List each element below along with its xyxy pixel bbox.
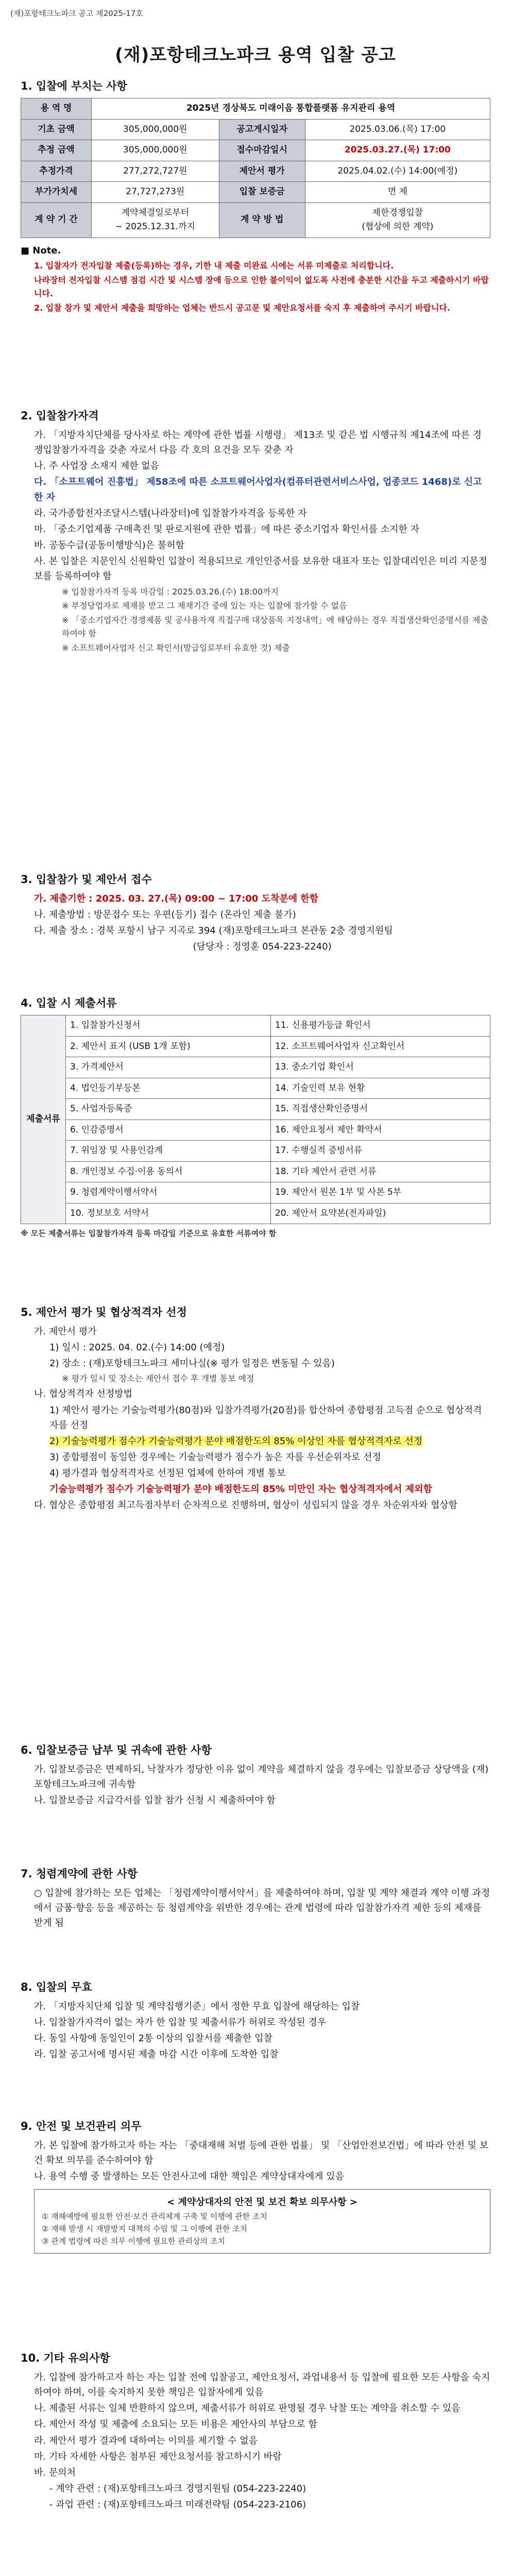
doc-item: 5. 사업자등록증 [66,1099,271,1120]
list-item: 나. 협상적격자 선정방법 [34,1388,133,1400]
list-item: 바. 문의처 [34,2467,76,2478]
list-item: 가. 「지방자치단체를 당사자로 하는 계약에 관한 법률 시행령」 제13조 및 같은 법 시행규칙 제14조에 따른 경쟁입찰참가자격을 갖춘 자로서 다음 각 호의 요건을 모두 갖춘 자 [34,430,482,456]
list-item: 1) 제안서 평가는 기술능력평가(80점)와 입찰가격평가(20점)를 합산하여 종합평점 고득점 순으로 협상적격자를 선정 [49,1404,482,1431]
highlight-text: 2) 기술능력평가 점수가 기술능력평가 분야 배점한도의 85% 이상인 자를 협상적격자로 선정 [49,1435,423,1447]
doc-item: 20. 제안서 요약본(전자파일) [270,1203,490,1224]
contact-line: - 계약 관련 : (재)포항테크노파크 경영지원팀 (054-223-2240) [49,2483,306,2495]
doc-item: 19. 제안서 원본 1부 및 사본 5부 [270,1182,490,1204]
doc-item: 17. 수행실적 증빙서류 [270,1141,490,1162]
section-heading: 5. 제안서 평가 및 협상적격자 선정 [21,1306,187,1318]
doc-item: 13. 중소기업 확인서 [270,1057,490,1078]
list-item: 라. 국가종합전자조달시스템(나라장터)에 입찰참가자격을 등록한 자 [34,507,307,519]
doc-item: 18. 기타 제안서 관련 서류 [270,1161,490,1182]
list-item: ○ 입찰에 참가하는 모든 업체는 「청렴계약이행서약서」를 제출하여야 하며, 입찰 및 계약 체결과 계약 이행 과정에서 금품·향응 등을 제공하는 등 청렴계약을 위반한 경우에는 관계 법령에 따라 입찰참가자격 제한 등의 제재를 받게 됨 [34,1888,490,1929]
side-label: 제출서류 [21,1015,66,1224]
cell-value: 2025년 경상북도 미래이음 통합플랫폼 유지관리 용역 [92,98,490,120]
section-heading: 9. 안전 및 보건관리 의무 [21,2120,142,2132]
doc-item: 4. 법인등기부등본 [66,1078,271,1099]
cell-label: 추정가격 [21,161,92,182]
cell-label: 입찰 보증금 [219,182,305,203]
sub-note: ※ 입찰참가자격 등록 마감일 : 2025.03.26.(수) 18:00까지 [62,586,279,597]
cell-label: 기초 금액 [21,119,92,140]
documents-table [21,1015,490,1224]
section-evaluation [21,1303,490,1514]
cell-value: 305,000,000원 [92,119,219,140]
sub-note: ※ 평가 일시 및 장소는 제안서 접수 후 개별 통보 예정 [62,1374,254,1384]
list-item: 가. 「지방자치단체 입찰 및 계약집행기준」에서 정한 무효 입찰에 해당하는 입찰 [34,2001,360,2012]
box-line: ① 재해예방에 필요한 안전·보건 관리체계 구축 및 이행에 관한 조치 [42,2211,267,2221]
list-item: 2) 장소 : (재)포항테크노파크 세미나실(※ 평가 일정은 변동될 수 있음) [49,1358,335,1369]
section-heading: 8. 입찰의 무효 [21,1981,92,1993]
sub-note: ※ 「중소기업자간 경쟁제품 및 공사용자재 직접구매 대상품목 지정내역」에 해당하는 경우 직접생산확인증명서를 제출하여야 함 [62,615,488,639]
doc-item: 2. 제안서 표지 (USB 1개 포함) [66,1036,271,1057]
list-item: 나. 입찰보증금 지급각서를 입찰 참가 신청 시 제출하여야 함 [34,1795,276,1806]
cell-label: 계 약 방 법 [219,202,305,238]
section-heading: 10. 기타 유의사항 [21,2352,110,2364]
section-submission [21,871,490,956]
sub-note: ※ 부정당업자로 제재를 받고 그 제재기간 중에 있는 자는 입찰에 참가할 수 없음 [62,601,347,611]
cell-value-line: ~ 2025.12.31.까지 [115,222,195,232]
list-item: 다. 동일 사항에 동일인이 2통 이상의 입찰서를 제출한 입찰 [34,2033,272,2044]
list-item: 가. 입찰에 참가하고자 하는 자는 입찰 전에 입찰공고, 제안요청서, 과업내용서 등 입찰에 필요한 모든 사항을 숙지하여야 하며, 이를 숙지하지 못한 책임은 입찰자에게 있음 [34,2372,490,2398]
list-item: 가. 입찰보증금은 면제하되, 낙찰자가 정당한 이유 없이 계약을 체결하지 않을 경우에는 입찰보증금 상당액을 (재)포항테크노파크에 귀속함 [34,1764,489,1790]
note-heading: ■ Note. [21,245,61,256]
cell-value: 2025.03.06.(목) 17:00 [305,119,490,140]
list-item: 마. 기타 자세한 사항은 첨부된 제안요청서를 참고하시기 바람 [34,2451,282,2462]
cell-value [305,202,490,238]
doc-item: 7. 위임장 및 사용인감계 [66,1141,271,1162]
cell-value-line: (협상에 의한 계약) [362,222,434,232]
list-item: 가. 제출기한 : 2025. 03. 27.(목) 09:00 ~ 17:00 도착분에 한함 [34,893,319,905]
list-item: 4) 평가결과 협상적격자로 선정된 업체에 한하여 개별 통보 [49,1468,286,1479]
note-line: 나라장터 전자입찰 시스템 점검 시간 및 시스템 장애 등으로 인한 불이익이 없도록 사전에 충분한 시간을 두고 제출하시기 바랍니다. [34,275,489,298]
list-item: 바. 공동수급(공동이행방식)은 불허함 [34,540,185,551]
doc-item: 15. 직접생산확인증명서 [270,1099,490,1120]
doc-item: 14. 기술인력 보유 현황 [270,1078,490,1099]
box-line: ③ 관계 법령에 따른 의무 이행에 필요한 관리상의 조치 [42,2236,225,2246]
cell-label: 접수마감일시 [219,140,305,161]
sub-note: ※ 소프트웨어사업자 신고 확인서(발급일로부터 유효한 것) 제출 [62,643,290,653]
list-item: 라. 제안서 평가 결과에 대하여는 이의를 제기할 수 없음 [34,2435,258,2446]
list-item: 다. 협상은 종합평점 최고득점자부터 순차적으로 진행하며, 협상이 성립되지 않을 경우 차순위자와 협상함 [34,1500,458,1511]
section-heading: 3. 입찰참가 및 제안서 접수 [21,873,152,886]
cell-label: 부가가치세 [21,182,92,203]
doc-item: 1. 입찰참가신청서 [66,1015,271,1037]
doc-item: 12. 소프트웨어사업자 신고확인서 [270,1036,490,1057]
list-item: 가. 본 입찰에 참가하고자 하는 자는 「중대재해 처벌 등에 관한 법률」 및 「산업안전보건법」에 따라 안전 및 보건 확보 의무를 준수하여야 함 [34,2140,489,2166]
cell-value-line: 제한경쟁입찰 [372,207,423,218]
list-item: 마. 「중소기업제품 구매촉진 및 판로지원에 관한 법률」에 따른 중소기업자 확인서를 소지한 자 [34,523,420,535]
list-item: 나. 제출방법 : 방문접수 또는 우편(등기) 접수 (온라인 제출 불가) [34,909,296,921]
list-item [49,1434,490,1449]
list-item: 라. 입찰 공고서에 명시된 제출 마감 시간 이후에 도착한 입찰 [34,2049,279,2060]
contact-line: (담당자 : 정영훈 054-223-2240) [193,941,332,953]
section-heading: 4. 입찰 시 제출서류 [21,997,117,1009]
list-item: 가. 제안서 평가 [34,1326,97,1337]
list-item: 다. 「소프트웨어 진흥법」 제58조에 따른 소프트웨어사업자(컴퓨터관련서비스사업, 업종코드 1468)로 신고한 자 [34,477,482,503]
doc-item: 9. 청렴계약이행서약서 [66,1182,271,1204]
list-item: 나. 주 사업장 소재지 제한 없음 [34,461,159,472]
cell-value: 27,727,273원 [92,182,219,203]
list-item: 나. 용역 수행 중 발생하는 모든 안전사고에 대한 책임은 계약상대자에게 있음 [34,2171,344,2182]
list-item: 사. 본 입찰은 지문인식 신원확인 입찰이 적용되므로 개인인증서를 보유한 대표자 또는 입찰대리인은 미리 지문정보를 등록하여야 함 [34,556,487,582]
box-line: ② 재해 발생 시 재발방지 대책의 수립 및 그 이행에 관한 조치 [42,2224,248,2233]
list-item: 1) 일시 : 2025. 04. 02.(수) 14:00 (예정) [49,1342,225,1353]
contact-line: - 과업 관련 : (재)포항테크노파크 미래전략팀 (054-223-2106) [49,2499,306,2511]
list-item: 다. 제안서 작성 및 제출에 소요되는 모든 비용은 제안사의 부담으로 함 [34,2419,317,2430]
doc-item: 11. 신용평가등급 확인서 [270,1015,490,1037]
box-title: < 계약상대자의 안전 및 보건 확보 의무사항 > [167,2197,357,2208]
section-integrity [21,1865,490,1931]
list-item: 나. 입찰참가자격이 없는 자가 한 입찰 및 제출서류가 허위로 작성된 경우 [34,2017,327,2028]
doc-item: 8. 개인정보 수집·이용 동의서 [66,1161,271,1182]
cell-value: 305,000,000원 [92,140,219,161]
section-heading: 7. 청렴계약에 관한 사항 [21,1868,138,1880]
doc-item: 6. 인감증명서 [66,1120,271,1141]
cell-value: 277,272,727원 [92,161,219,182]
section-documents [21,994,490,1240]
cell-label: 제안서 평가 [219,161,305,182]
cell-value [92,202,219,238]
doc-item: 16. 제안요청서 제안 확약서 [270,1120,490,1141]
cell-value: 2025.04.02.(수) 14:00(예정) [305,161,490,182]
page-title: (재)포항테크노파크 용역 입찰 공고 [115,45,396,65]
doc-item: 3. 가격제안서 [66,1057,271,1078]
bid-summary-table [21,98,490,238]
table-footnote: ※ 모든 제출서류는 입찰참가자격 등록 마감일 기준으로 유효한 서류여야 함 [21,1229,277,1239]
cell-label: 용 역 명 [21,98,92,120]
section-invalid-bids [21,1978,490,2063]
note-block [21,243,490,315]
cell-value: 면 제 [305,182,490,203]
section-heading: 1. 입찰에 부치는 사항 [21,80,127,92]
section-bond [21,1741,490,1809]
cell-label: 공고게시일자 [219,119,305,140]
section-heading: 6. 입찰보증금 납부 및 귀속에 관한 사항 [21,1744,212,1756]
section-misc [21,2349,490,2513]
cell-label: 계 약 기 간 [21,202,92,238]
note-line: 2. 입찰 참가 및 제안서 제출을 희망하는 업체는 반드시 공고문 및 제안요청서를 숙지 후 제출하여 주시기 바랍니다. [34,302,450,313]
list-item: 나. 제출된 서류는 일체 반환하지 않으며, 제출서류가 허위로 판명될 경우 낙찰 또는 계약을 취소할 수 있음 [34,2403,461,2414]
cell-value-line: 계약체결일로부터 [121,207,189,218]
section-heading: 2. 입찰참가자격 [21,410,99,422]
section-bid-items [21,77,490,316]
safety-box [34,2189,490,2253]
list-item: 다. 제출 장소 : 경북 포항시 남구 지곡로 394 (재)포항테크노파크 본관동 2층 경영지원팀 [34,925,393,937]
cell-label: 추정 금액 [21,140,92,161]
cell-value: 2025.03.27.(목) 17:00 [305,140,490,161]
note-line: 1. 입찰자가 전자입찰 제출(등록)하는 경우, 기한 내 제출 미완료 시에는 서류 미제출로 처리합니다. [34,260,394,270]
doc-item: 10. 정보보호 서약서 [66,1203,271,1224]
section-eligibility [21,407,490,656]
section-safety [21,2117,490,2253]
doc-number: (재)포항테크노파크 공고 제2025-17호 [10,9,143,18]
list-item: 3) 종합평점이 동일한 경우에는 기술능력평가 점수가 높은 자를 우선순위자로 선정 [49,1452,381,1463]
warning-line: 기술능력평가 점수가 기술능력평가 분야 배점한도의 85% 미만인 자는 협상적격자에서 제외함 [49,1484,432,1495]
